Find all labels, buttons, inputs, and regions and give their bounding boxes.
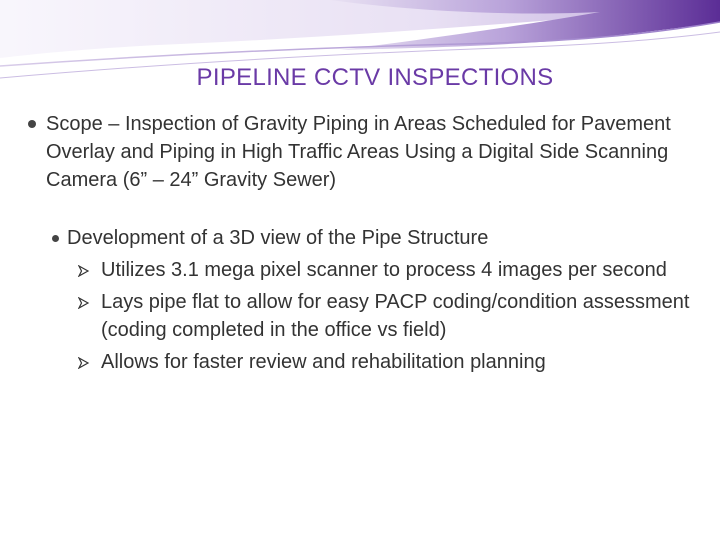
- bullet-dot-icon: [28, 120, 36, 128]
- arrow-bullet-text: Allows for faster review and rehabilitation planning: [101, 351, 546, 373]
- arrow-bullet-icon: [78, 297, 90, 309]
- sub-bullet-group: [52, 224, 698, 376]
- slide-content: [28, 110, 698, 376]
- bullet-dot-icon: [52, 235, 59, 242]
- bullet-item-scope: [28, 110, 698, 194]
- arrow-bullet-icon: [78, 357, 90, 369]
- arrow-bullet-item: [78, 256, 698, 284]
- sub-bullet-text: Development of a 3D view of the Pipe Structure: [67, 227, 489, 249]
- sub-bullet-item-3d-view: [52, 224, 698, 252]
- slide-title: PIPELINE CCTV INSPECTIONS: [196, 64, 554, 91]
- arrow-bullet-icon: [78, 265, 90, 277]
- arrow-bullet-text: Utilizes 3.1 mega pixel scanner to process 4 images per second: [101, 259, 667, 281]
- bullet-text: Scope – Inspection of Gravity Piping in Areas Scheduled for Pavement Overlay and Piping in High Traffic Areas Using a Digital Side Scanning Camera (6” – 24” Gravity Sewer): [46, 113, 671, 191]
- arrow-bullet-item: [78, 348, 698, 376]
- arrow-bullet-item: [78, 288, 698, 344]
- arrow-bullet-list: [78, 256, 698, 376]
- arrow-bullet-text: Lays pipe flat to allow for easy PACP coding/condition assessment (coding completed in the office vs field): [101, 291, 690, 341]
